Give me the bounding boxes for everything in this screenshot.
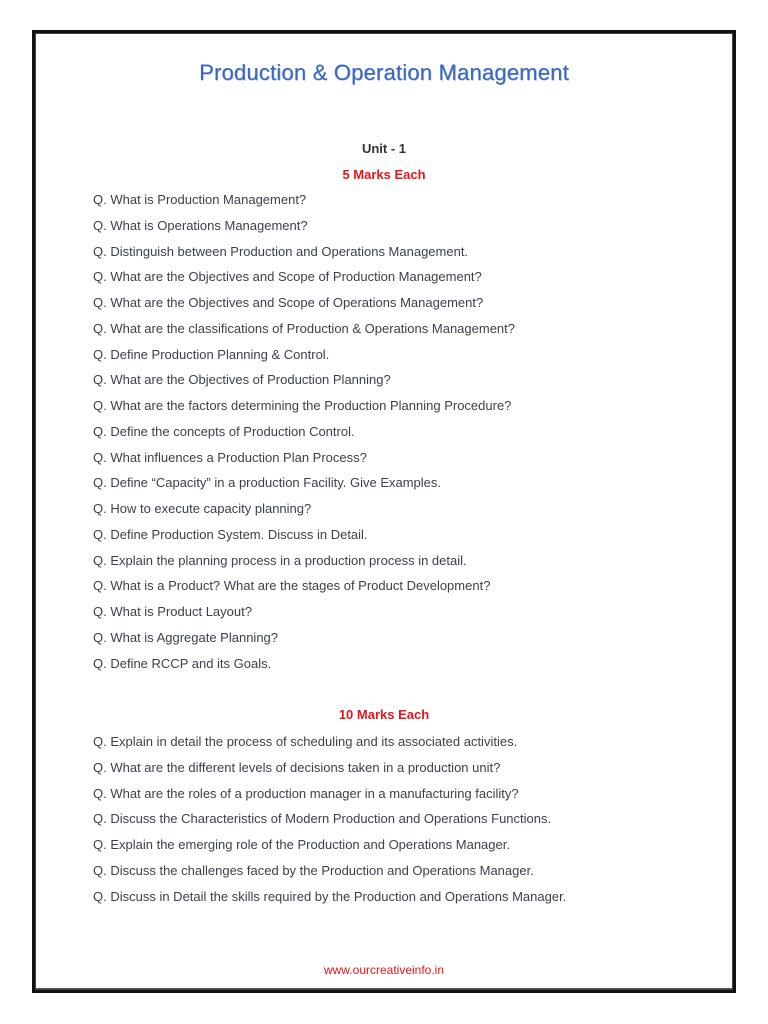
question-item: Q. What is Operations Management? (93, 217, 308, 233)
question-item: Q. What are the classifications of Production & Operations Management? (93, 320, 515, 336)
section-heading-10-marks: 10 Marks Each (338, 707, 430, 722)
question-item: Q. What are the factors determining the Production Planning Procedure? (93, 398, 512, 413)
question-item: Q. Explain in detail the process of scheduling and its associated activities. (93, 734, 518, 749)
question-item: Q. What are the Objectives of Production Planning? (93, 372, 391, 388)
question-item: Q. How to execute capacity planning? (93, 501, 312, 516)
question-item: Q. Define Production System. Discuss in Detail. (93, 526, 368, 542)
question-item: Q. Discuss in Detail the skills required by the Production and Operations Manager. (93, 888, 567, 904)
question-item: Q. Explain the planning process in a production process in detail. (93, 552, 467, 568)
question-list-10-marks (93, 734, 566, 914)
question-item: Q. What is Aggregate Planning? (93, 629, 279, 645)
question-item: Q. What are the Objectives and Scope of Production Management? (93, 269, 482, 285)
bottom-rule (36, 988, 732, 989)
section-heading-5-marks: 5 Marks Each (342, 167, 426, 182)
question-item: Q. Discuss the challenges faced by the Production and Operations Manager. (93, 862, 534, 878)
question-item: Q. Define the concepts of Production Control. (93, 423, 355, 439)
question-item: Q. What is a Product? What are the stages of Product Development? (93, 578, 491, 594)
question-item: Q. What is Production Management? (93, 192, 307, 207)
footer-website-link[interactable]: www.ourcreativeinfo.in (323, 963, 445, 977)
question-item: Q. What influences a Production Plan Process? (93, 449, 367, 465)
question-item: Q. What are the different levels of decisions taken in a production unit? (93, 759, 501, 775)
question-item: Q. Discuss the Characteristics of Modern Production and Operations Functions. (93, 811, 552, 827)
question-list-5-marks (93, 192, 515, 681)
question-item: Q. Define Production Planning & Control. (93, 346, 330, 362)
question-item: Q. What are the roles of a production manager in a manufacturing facility? (93, 785, 519, 801)
question-item: Q. Distinguish between Production and Operations Management. (93, 243, 469, 259)
document-title: Production & Operation Management (199, 60, 569, 85)
question-item: Q. Define RCCP and its Goals. (93, 655, 272, 671)
question-item: Q. What is Product Layout? (93, 604, 252, 619)
question-item: Q. Define “Capacity” in a production Facility. Give Examples. (93, 475, 442, 491)
question-item: Q. What are the Objectives and Scope of Operations Management? (93, 295, 484, 310)
unit-heading: Unit - 1 (361, 141, 407, 156)
question-item: Q. Explain the emerging role of the Production and Operations Manager. (93, 837, 510, 852)
